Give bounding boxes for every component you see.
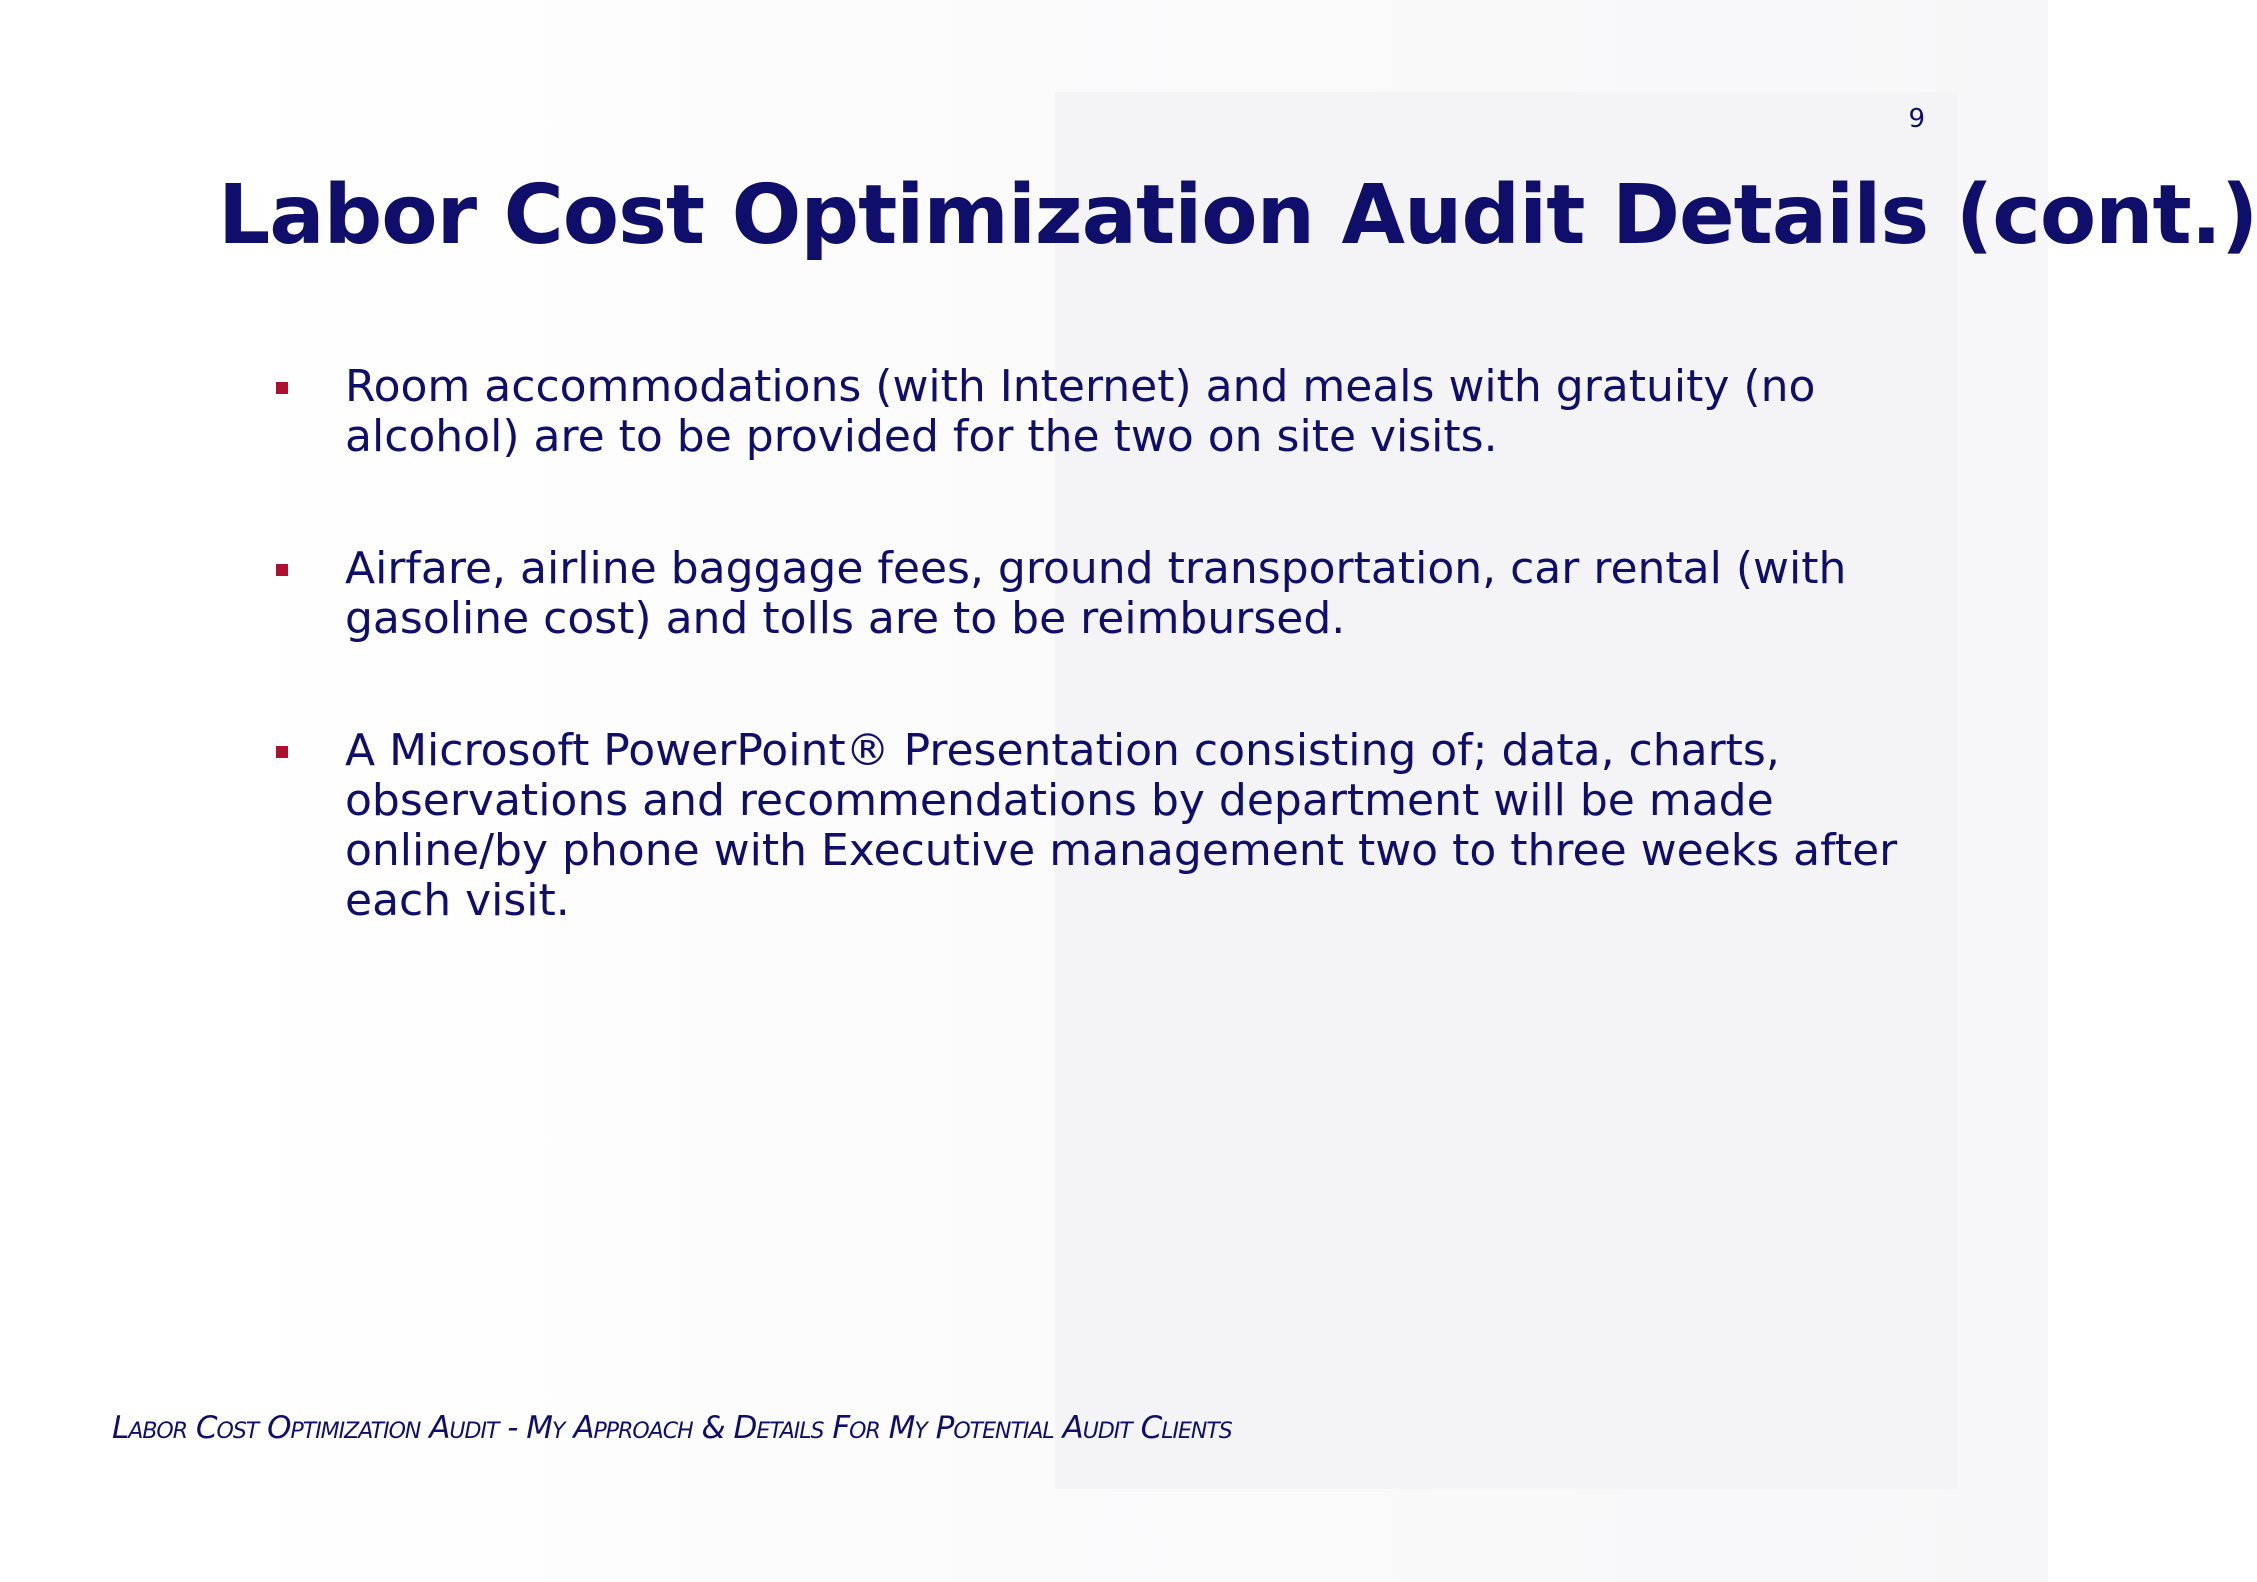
square-bullet-icon <box>276 382 288 394</box>
bullet-item <box>270 362 1950 462</box>
slide-footer: Labor Cost Optimization Audit - My Approach & Details For My Potential Audit Clients <box>112 1410 1232 1446</box>
slide-title: Labor Cost Optimization Audit Details (cont.) <box>218 168 2257 263</box>
square-bullet-icon <box>276 746 288 758</box>
bullet-item <box>270 544 1950 644</box>
bullet-list <box>270 362 1950 1008</box>
bullet-text: Room accommodations (with Internet) and meals with gratuity (no alcohol) are to be provided for the two on site visits. <box>345 361 1816 462</box>
page-number: 9 <box>1908 104 1925 134</box>
bullet-item <box>270 726 1950 926</box>
bullet-text: Airfare, airline baggage fees, ground transportation, car rental (with gasoline cost) and tolls are to be reimbursed. <box>345 543 1847 644</box>
square-bullet-icon <box>276 564 288 576</box>
bullet-text: A Microsoft PowerPoint® Presentation consisting of; data, charts, observations and recommendations by department will be made online/by phone with Executive management two to three weeks after each visit. <box>345 725 1898 926</box>
